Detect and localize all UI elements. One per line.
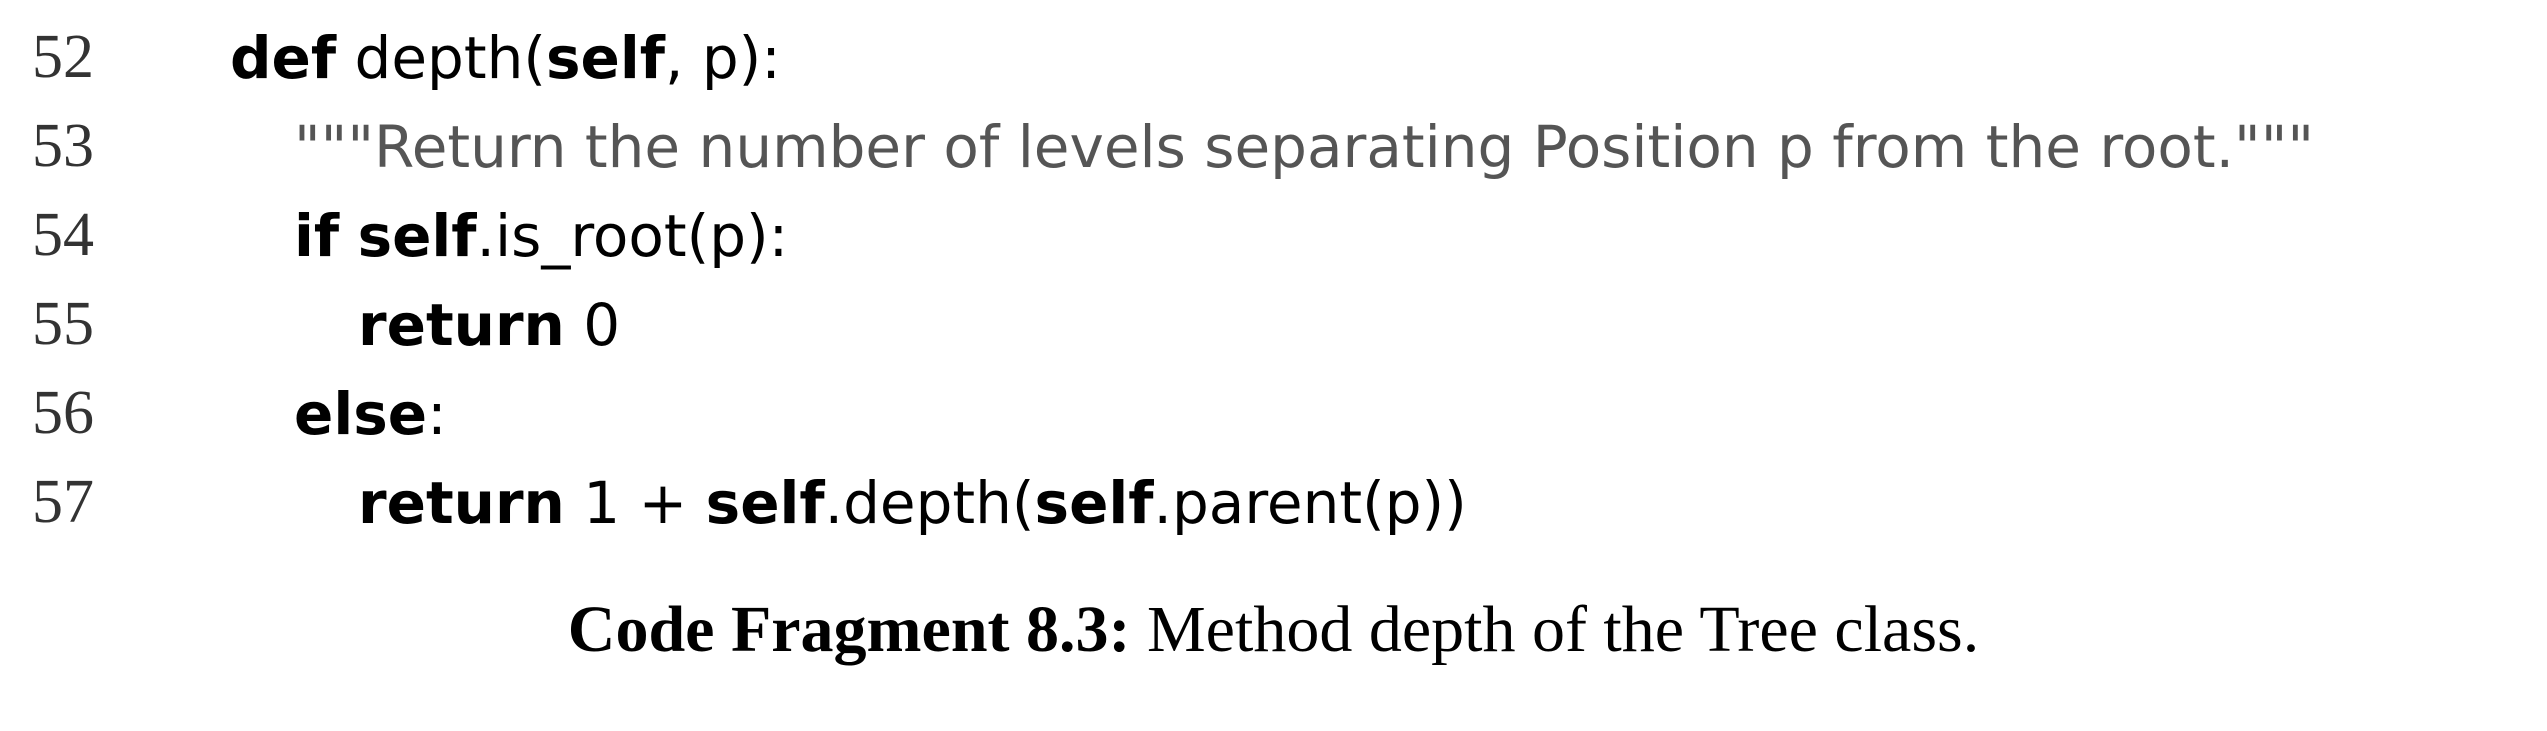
keyword: self xyxy=(545,24,665,92)
code-line-54 xyxy=(0,192,2547,281)
keyword: self xyxy=(705,469,825,537)
line-number: 52 xyxy=(32,23,94,91)
code-text xyxy=(358,291,620,359)
code-fragment: : xyxy=(427,380,447,448)
code-fragment: , p): xyxy=(664,24,781,92)
code-fragment: .parent(p)) xyxy=(1153,469,1467,537)
keyword: return xyxy=(358,291,565,359)
code-text xyxy=(294,202,788,270)
code-fragment: 0 xyxy=(564,291,621,359)
line-number: 53 xyxy=(32,112,94,180)
code-line-57 xyxy=(0,459,2547,548)
line-number: 57 xyxy=(32,468,94,536)
code-caption xyxy=(0,592,2547,668)
code-text xyxy=(294,380,447,448)
keyword: else xyxy=(294,380,428,448)
code-fragment: 1 + xyxy=(564,469,706,537)
caption-label: Code Fragment 8.3: xyxy=(567,593,1131,666)
code-listing xyxy=(0,14,2547,548)
line-number: 54 xyxy=(32,201,94,269)
code-fragment: .depth( xyxy=(824,469,1035,537)
keyword: self xyxy=(1034,469,1154,537)
keyword: def xyxy=(230,24,337,92)
code-text xyxy=(230,24,781,92)
code-line-56 xyxy=(0,370,2547,459)
docstring: """Return the number of levels separating Position p from the root.""" xyxy=(294,113,2315,181)
code-fragment: depth( xyxy=(336,24,546,92)
line-number: 55 xyxy=(32,290,94,358)
code-fragment: .is_root(p): xyxy=(476,202,789,270)
code-line-52 xyxy=(0,14,2547,103)
code-text xyxy=(358,469,1467,537)
keyword: if xyxy=(294,202,340,270)
code-line-55 xyxy=(0,281,2547,370)
caption-text: Method depth of the Tree class. xyxy=(1130,593,1980,666)
code-fragment xyxy=(339,202,357,270)
keyword: self xyxy=(357,202,477,270)
keyword: return xyxy=(358,469,565,537)
line-number: 56 xyxy=(32,379,94,447)
code-line-53 xyxy=(0,103,2547,192)
